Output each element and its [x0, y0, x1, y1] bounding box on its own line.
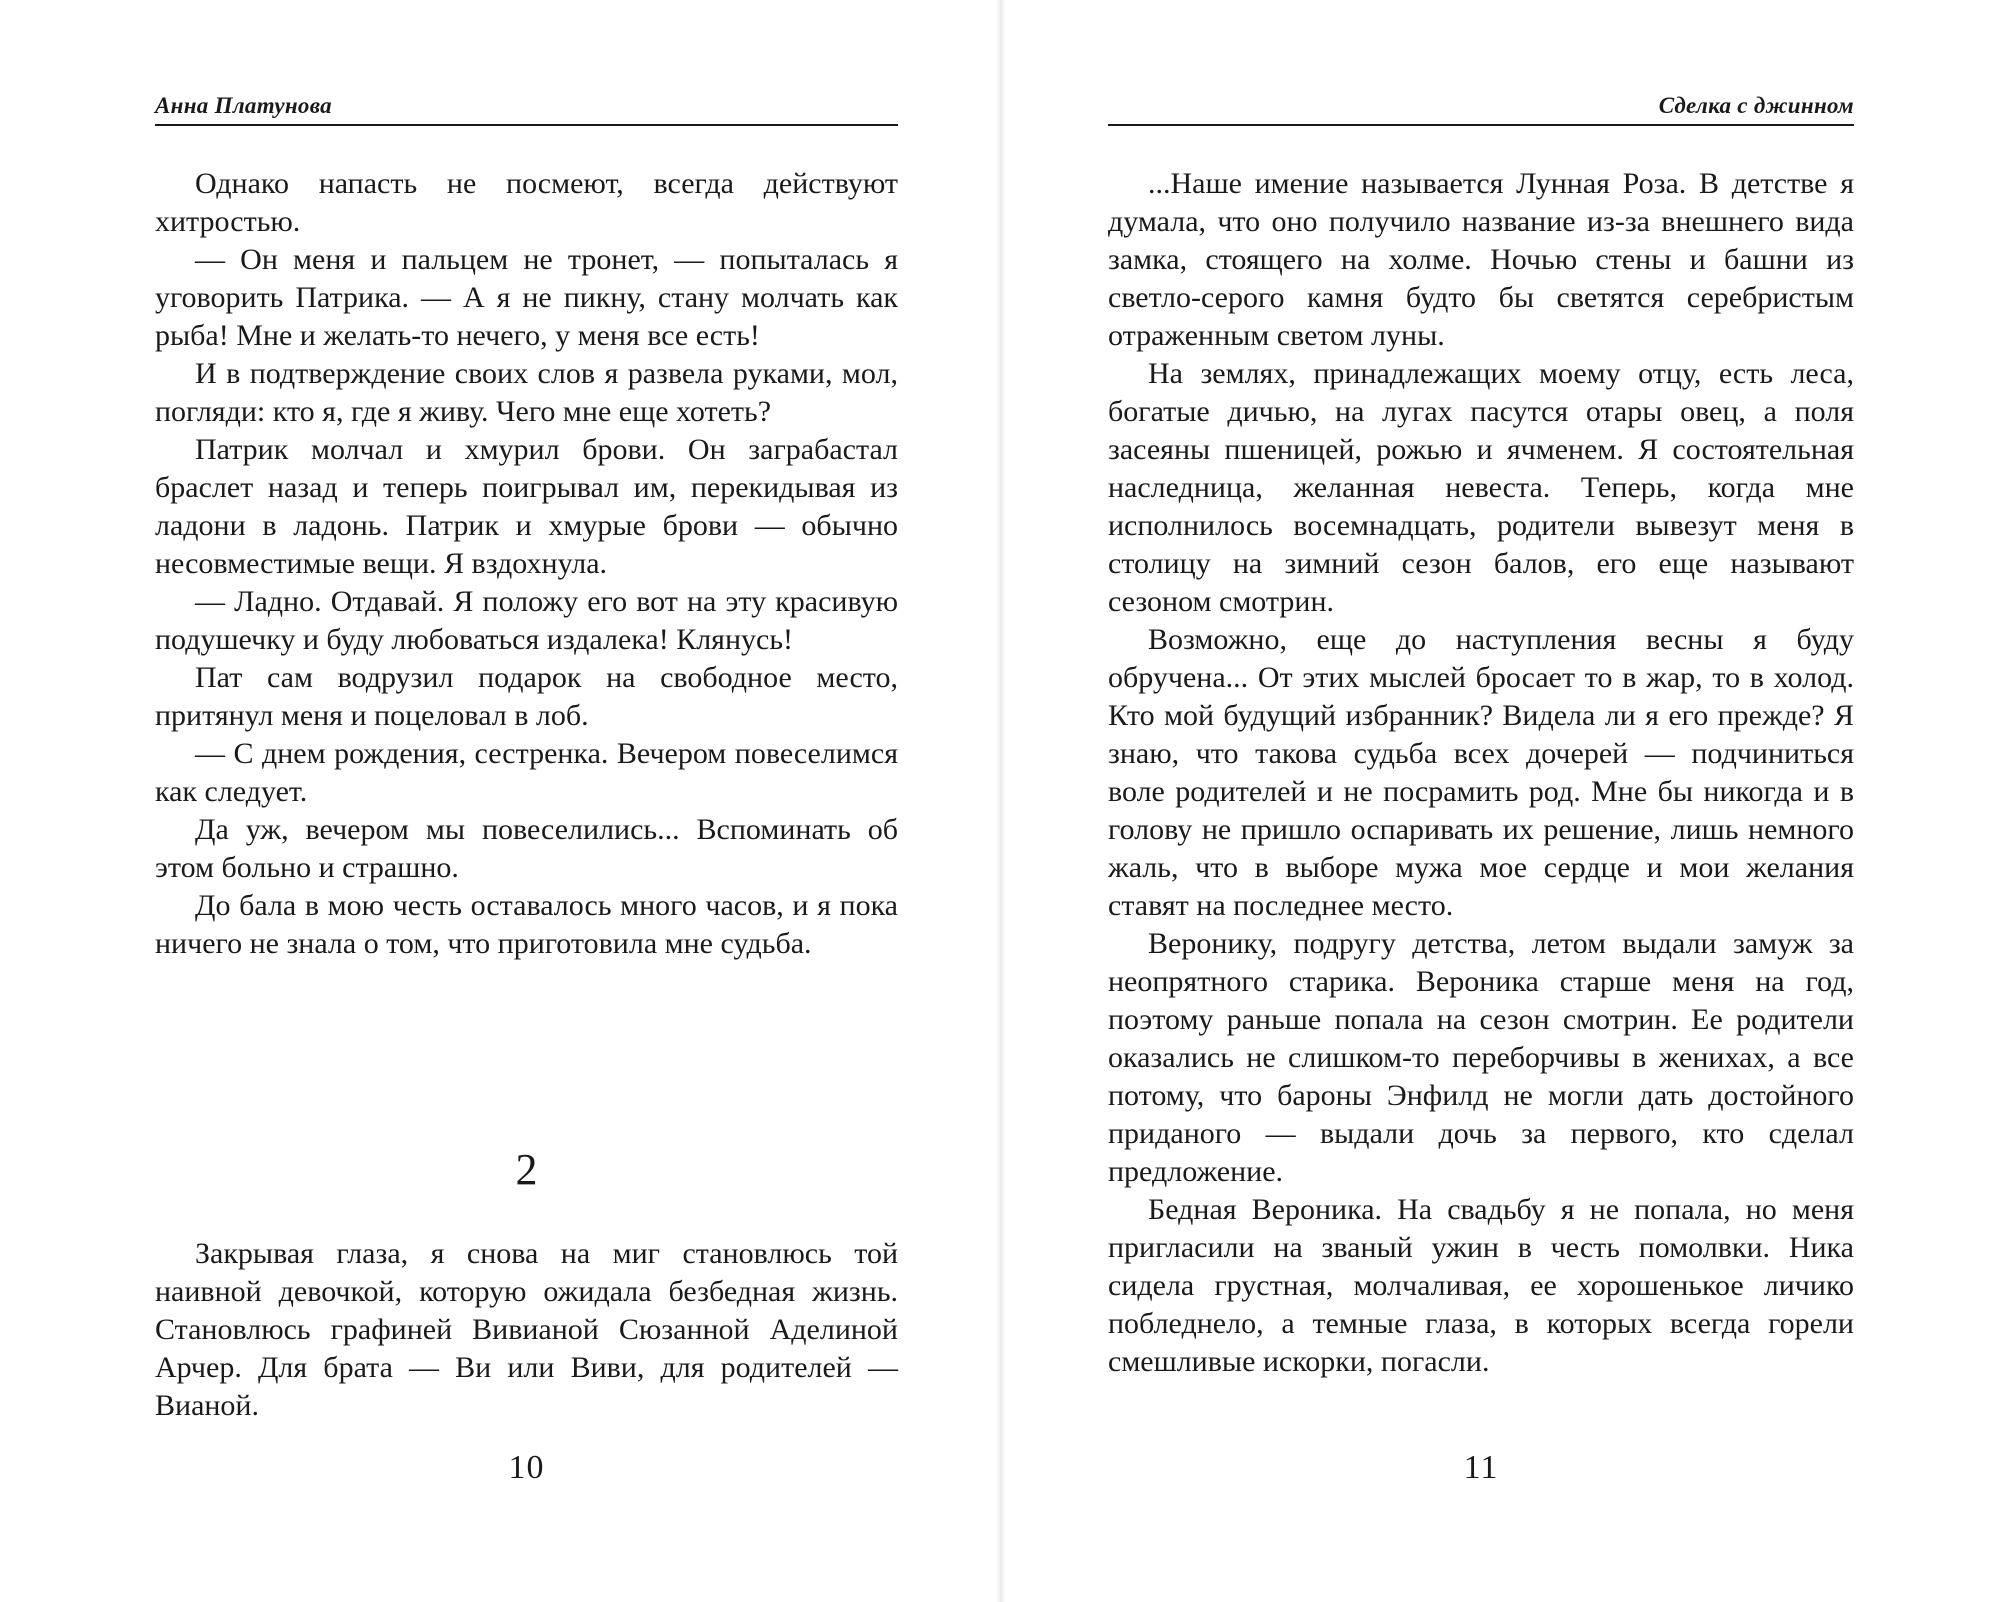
- paragraph: До бала в мою честь оставалось много часов, и я пока ничего не знала о том, что приготовила мне судьба.: [155, 889, 898, 960]
- paragraph: — Ладно. Отдавай. Я положу его вот на эту красивую подушечку и буду любоваться издалека! Клянусь!: [155, 585, 898, 656]
- running-head-author: Анна Платунова: [155, 93, 332, 118]
- paragraph: Патрик молчал и хмурил брови. Он заграбастал браслет назад и теперь поигрывал им, перекидывая из ладони в ладонь. Патрик и хмурые брови — обычно несовместимые вещи. Я вздохнула.: [155, 433, 898, 580]
- page-number: 10: [508, 1449, 545, 1486]
- paragraph: Закрывая глаза, я снова на миг становлюсь той наивной девочкой, которую ожидала безбедная жизнь. Становлюсь графиней Вивианой Сюзанной Аделиной Арчер. Для брата — Ви или Виви, для родителей — Вианой.: [155, 1237, 898, 1422]
- header-rule: [1108, 124, 1854, 126]
- paragraph: — Он меня и пальцем не тронет, — попыталась я уговорить Патрика. — А я не пикну, стану молчать как рыба! Мне и желать-то нечего, у меня все есть!: [155, 243, 898, 352]
- left-page: [0, 0, 1000, 1602]
- running-head-title: Сделка с джинном: [1658, 93, 1854, 118]
- paragraph: Бедная Вероника. На свадьбу я не попала, но меня пригласили на званый ужин в честь помолвки. Ника сидела грустная, молчаливая, ее хорошенькое личико побледнело, а темные глаза, в которых всегда горели смешливые искорки, погасли.: [1108, 1193, 1854, 1378]
- paragraph: Возможно, еще до наступления весны я буду обручена... От этих мыслей бросает то в жар, то в холод. Кто мой будущий избранник? Видела ли я его прежде? Я знаю, что такова судьба всех дочерей — подчиниться воле родителей и не посрамить род. Мне бы никогда и в голову не пришло оспаривать их решение, лишь немного жаль, что в выборе мужа мое сердце и мои желания ставят на последнее место.: [1108, 623, 1854, 922]
- right-page: [1004, 0, 2006, 1602]
- paragraph: Пат сам водрузил подарок на свободное место, притянул меня и поцеловал в лоб.: [155, 661, 898, 732]
- chapter-body-text: [155, 1235, 898, 1425]
- header-rule: [155, 124, 898, 126]
- body-text: [155, 165, 898, 963]
- paragraph: И в подтверждение своих слов я развела руками, мол, погляди: кто я, где я живу. Чего мне еще хотеть?: [155, 357, 898, 428]
- chapter-number: 2: [515, 1145, 538, 1194]
- paragraph: ...Наше имение называется Лунная Роза. В детстве я думала, что оно получило название из-за внешнего вида замка, стоящего на холме. Ночью стены и башни из светло-серого камня будто бы светятся серебристым отраженным светом луны.: [1108, 167, 1854, 352]
- body-text: [1108, 165, 1854, 1381]
- paragraph: На землях, принадлежащих моему отцу, есть леса, богатые дичью, на лугах пасутся отары овец, а поля засеяны пшеницей, рожью и ячменем. Я состоятельная наследница, желанная невеста. Теперь, когда мне исполнилось восемнадцать, родители вывезут меня в столицу на зимний сезон балов, его еще называют сезоном смотрин.: [1108, 357, 1854, 618]
- page-number: 11: [1463, 1449, 1499, 1486]
- paragraph: — С днем рождения, сестренка. Вечером повеселимся как следует.: [155, 737, 898, 808]
- paragraph: Да уж, вечером мы повеселились... Вспоминать об этом больно и страшно.: [155, 813, 898, 884]
- paragraph: Однако напасть не посмеют, всегда действуют хитростью.: [155, 167, 898, 238]
- paragraph: Веронику, подругу детства, летом выдали замуж за неопрятного старика. Вероника старше меня на год, поэтому раньше попала на сезон смотрин. Ее родители оказались не слишком-то переборчивы в женихах, а все потому, что бароны Энфилд не могли дать достойного приданого — выдали дочь за первого, кто сделал предложение.: [1108, 927, 1854, 1188]
